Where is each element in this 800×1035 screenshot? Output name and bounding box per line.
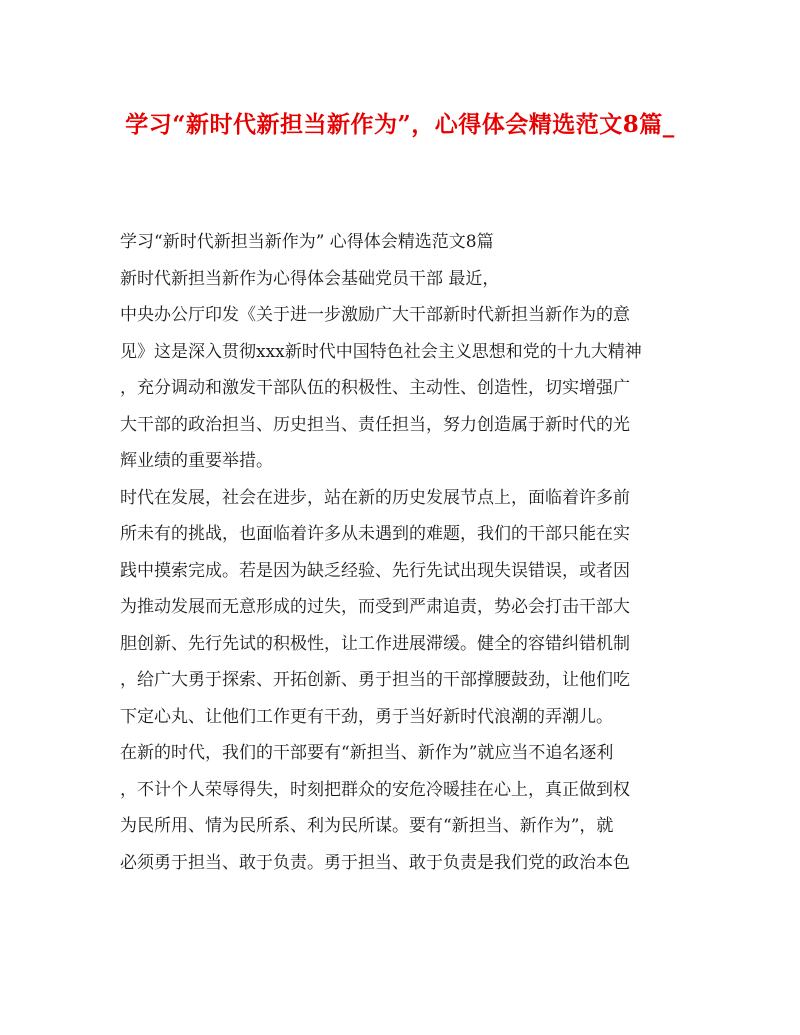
body-line: 时代在发展，社会在进步，站在新的历史发展节点上，面临着许多前 [120, 487, 630, 508]
body-line: 学习“新时代新担当新作为” 心得体会精选范文8篇 [120, 232, 494, 252]
body-line: 践中摸索完成。若是因为缺乏经验、先行先试出现失误错误，或者因 [120, 560, 630, 581]
body-line: 新时代新担当新作为心得体会基础党员干部 最近， [120, 268, 500, 289]
body-line: 见》这是深入贯彻xxx新时代中国特色社会主义思想和党的十九大精神 [120, 341, 642, 362]
document-body [120, 224, 680, 881]
body-line: ，不计个人荣辱得失，时刻把群众的安危冷暖挂在心上，真正做到权 [120, 779, 630, 800]
body-line: 下定心丸、让他们工作更有干劲，勇于当好新时代浪潮的弄潮儿。 [120, 706, 613, 727]
body-line: 为民所用、情为民所系、利为民所谋。要有“新担当、新作为”，就 [120, 816, 614, 836]
document-title: 学习“新时代新担当新作为”，心得体会精选范文8篇_ [125, 111, 675, 138]
body-line: 为推动发展而无意形成的过失，而受到严肃追责，势必会打击干部大 [120, 597, 630, 617]
body-line: 所未有的挑战，也面临着许多从未遇到的难题，我们的干部只能在实 [120, 524, 630, 544]
body-line: 大干部的政治担当、历史担当、责任担当，努力创造属于新时代的光 [120, 414, 630, 435]
body-line: ，给广大勇于探索、开拓创新、勇于担当的干部撑腰鼓劲，让他们吃 [120, 670, 630, 690]
body-line: ，充分调动和激发干部队伍的积极性、主动性、创造性，切实增强广 [120, 378, 630, 398]
body-line: 辉业绩的重要举措。 [120, 451, 273, 471]
body-line: 胆创新、先行先试的积极性，让工作进展滞缓。健全的容错纠错机制 [120, 633, 630, 654]
body-line: 必须勇于担当、敢于负责。勇于担当、敢于负责是我们党的政治本色 [120, 852, 630, 873]
body-line: 中央办公厅印发《关于进一步激励广大干部新时代新担当新作为的意 [120, 305, 630, 325]
body-line: 在新的时代，我们的干部要有“新担当、新作为”就应当不追名逐利 [120, 743, 614, 763]
